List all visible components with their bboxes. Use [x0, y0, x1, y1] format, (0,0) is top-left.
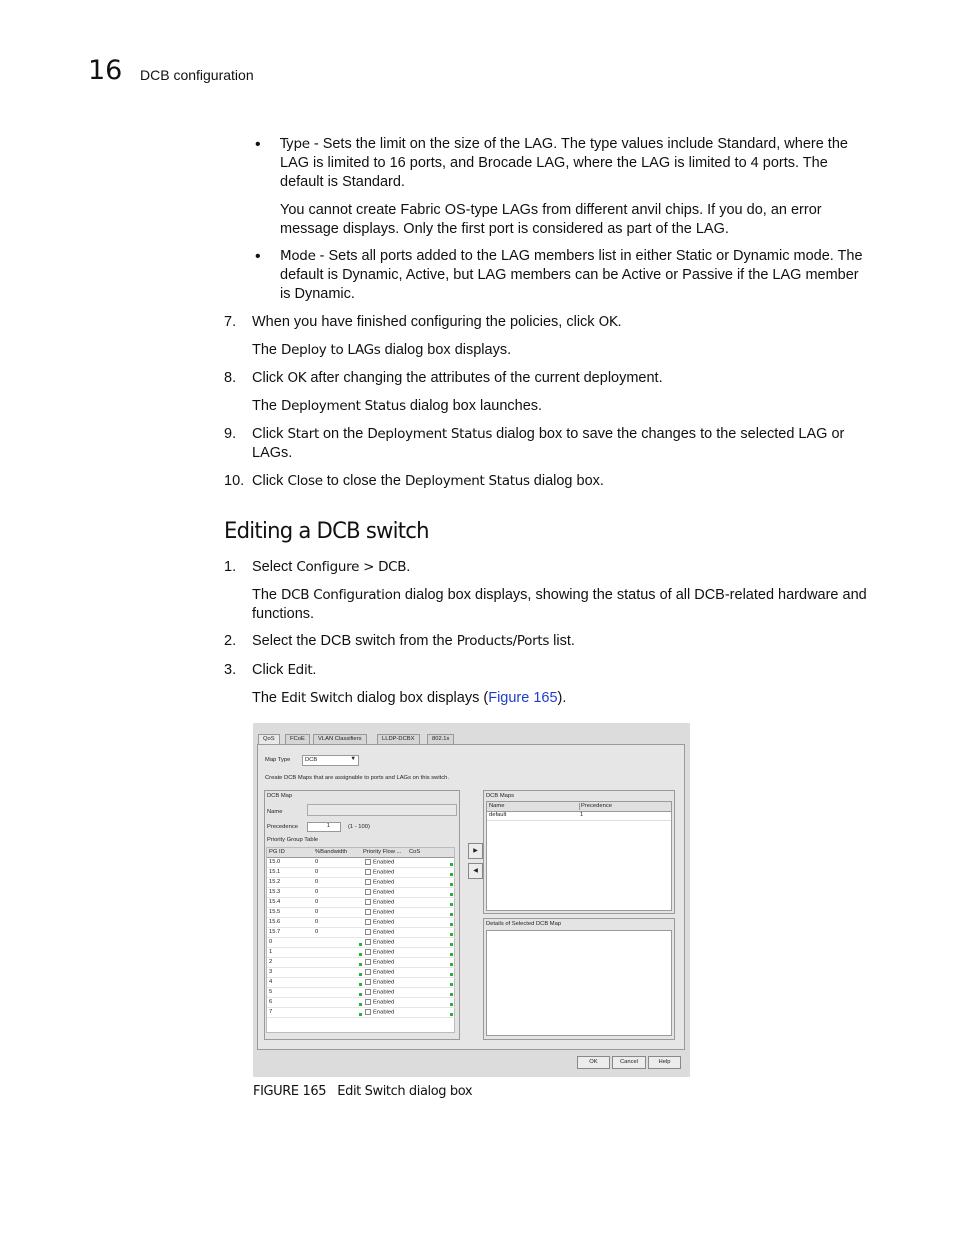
pfc-cell[interactable]	[365, 909, 394, 917]
bullet-type	[280, 135, 880, 192]
text: default is Dynamic, Active, but LAG members can be Active or Passive if the LAG member	[280, 267, 859, 283]
table-row[interactable]	[487, 812, 671, 821]
col-cos: CoS	[409, 849, 421, 855]
step-8	[252, 369, 872, 388]
map-type-label: Map Type	[265, 757, 291, 763]
edit-switch-dialog-figure	[253, 723, 690, 1077]
edit-marker-icon	[359, 973, 362, 976]
help-button[interactable]: Help	[648, 1056, 681, 1069]
text: functions.	[252, 606, 315, 622]
ok-button[interactable]: OK	[577, 1056, 610, 1069]
edit-marker-icon	[450, 963, 453, 966]
bullet-marker: •	[255, 248, 261, 265]
text: LAG is limited to 16 ports, and Brocade LAG, where the LAG is limited to 4 ports. The	[280, 155, 828, 171]
table-row[interactable]	[267, 978, 457, 988]
step-number: 8.	[224, 370, 237, 386]
figure-link[interactable]: Figure 165	[488, 690, 558, 706]
tab-qos[interactable]: QoS	[258, 734, 280, 744]
text: You cannot create Fabric OS-type LAGs from different anvil chips. If you do, an error	[280, 202, 822, 218]
text: Click	[252, 662, 288, 678]
edit-marker-icon	[450, 973, 453, 976]
pfc-label: Enabled	[373, 959, 395, 966]
pg-id: 15.5	[269, 909, 281, 915]
pg-id: 5	[269, 989, 273, 995]
text: LAGs.	[252, 445, 293, 461]
name-field[interactable]	[307, 804, 457, 816]
text: - Sets all ports added to the LAG members list in either Static or Dynamic mode. The	[315, 248, 863, 264]
remove-arrow-button[interactable]	[468, 863, 483, 879]
chevron-down-icon: ▼	[350, 756, 356, 762]
pfc-cell[interactable]	[365, 959, 394, 967]
name-label: Name	[267, 809, 283, 815]
cancel-button[interactable]: Cancel	[612, 1056, 646, 1069]
text: list.	[549, 633, 575, 649]
pfc-cell[interactable]	[365, 919, 394, 927]
table-row[interactable]	[267, 958, 457, 968]
bandwidth: 0	[315, 859, 319, 865]
text: default is Standard.	[280, 174, 405, 190]
pfc-cell[interactable]	[365, 889, 394, 897]
text: Select	[252, 559, 297, 575]
text: is Dynamic.	[280, 286, 355, 302]
keyword: Deploy to LAGs	[281, 342, 381, 358]
pfc-cell[interactable]	[365, 949, 394, 957]
step-9	[252, 425, 872, 463]
step-1	[252, 558, 872, 577]
step-number: 2.	[224, 633, 237, 649]
precedence-value: 1	[326, 823, 330, 829]
keyword: Edit Switch	[281, 690, 353, 706]
step-number: 10.	[224, 473, 245, 489]
pfc-cell[interactable]	[365, 899, 394, 907]
pg-id: 0	[269, 939, 273, 945]
step-2	[252, 632, 872, 651]
edit-marker-icon	[450, 933, 453, 936]
tab-fcoe[interactable]: FCoE	[285, 734, 310, 744]
text: The	[252, 690, 282, 706]
pg-id: 6	[269, 999, 273, 1005]
precedence-label: Precedence	[267, 824, 298, 830]
table-row[interactable]	[267, 868, 457, 878]
step-3-result	[252, 689, 872, 708]
keyword: OK	[287, 370, 307, 386]
dcb-maps-group	[483, 790, 675, 914]
table-row[interactable]	[267, 888, 457, 898]
text: dialog box launches.	[405, 398, 543, 414]
map-type-value: DCB	[305, 757, 318, 763]
pfc-cell[interactable]	[365, 999, 394, 1007]
pfc-checkbox[interactable]	[365, 989, 371, 995]
col-bandwidth: %Bandwidth	[315, 849, 348, 855]
edit-marker-icon	[450, 943, 453, 946]
pfc-checkbox[interactable]	[365, 1009, 371, 1015]
pfc-checkbox[interactable]	[365, 969, 371, 975]
col-pfc: Priority Flow ...	[363, 849, 402, 855]
figure-caption	[253, 1082, 472, 1101]
pfc-label: Enabled	[373, 919, 395, 926]
pg-id: 4	[269, 979, 273, 985]
text: ).	[557, 690, 567, 706]
bandwidth: 0	[315, 909, 319, 915]
text: - Sets the limit on the size of the LAG. The type values include Standard, where the	[309, 136, 848, 152]
group-title: DCB Maps	[486, 793, 515, 799]
table-row[interactable]	[267, 918, 457, 928]
pg-id: 1	[269, 949, 273, 955]
pfc-cell[interactable]	[365, 929, 394, 937]
bullet-note	[280, 201, 880, 239]
group-title: DCB Map	[267, 793, 293, 799]
pfc-label: Enabled	[373, 1009, 395, 1016]
table-row[interactable]	[267, 968, 457, 978]
group-title: Details of Selected DCB Map	[486, 921, 562, 927]
pg-id: 3	[269, 969, 273, 975]
keyword: Edit	[287, 662, 313, 678]
pg-id: 7	[269, 1009, 273, 1015]
step-7	[252, 313, 872, 332]
edit-marker-icon	[359, 943, 362, 946]
pfc-checkbox[interactable]	[365, 879, 371, 885]
text: The	[252, 342, 282, 358]
pfc-cell[interactable]	[365, 939, 394, 947]
pfc-cell[interactable]	[365, 979, 394, 987]
edit-marker-icon	[450, 993, 453, 996]
pfc-cell[interactable]	[365, 879, 394, 887]
pg-id: 15.6	[269, 919, 281, 925]
keyword: Start	[287, 426, 319, 442]
pfc-label: Enabled	[373, 939, 395, 946]
table-row[interactable]	[267, 938, 457, 948]
chapter-title: DCB configuration	[140, 67, 254, 83]
text: Click	[252, 370, 288, 386]
text: Select the DCB switch from the	[252, 633, 457, 649]
details-area	[486, 930, 672, 1036]
step-number: 1.	[224, 559, 237, 575]
bandwidth: 0	[315, 919, 319, 925]
pfc-cell[interactable]	[365, 869, 394, 877]
keyword: Deployment Status	[281, 398, 406, 414]
table-row[interactable]	[267, 988, 457, 998]
pfc-label: Enabled	[373, 889, 395, 896]
pfc-checkbox[interactable]	[365, 859, 371, 865]
table-row[interactable]	[267, 928, 457, 938]
keyword: Deployment Status	[367, 426, 493, 442]
bandwidth: 0	[315, 899, 319, 905]
table-row[interactable]	[267, 878, 457, 888]
pfc-cell[interactable]	[365, 989, 394, 997]
pfc-checkbox[interactable]	[365, 899, 371, 905]
keyword: Deployment Status	[404, 473, 530, 489]
pfc-label: Enabled	[373, 989, 395, 996]
pfc-checkbox[interactable]	[365, 889, 371, 895]
tab-802-1x[interactable]: 802.1x	[427, 734, 454, 744]
text: dialog box displays (	[352, 690, 489, 706]
edit-marker-icon	[359, 953, 362, 956]
pg-id: 2	[269, 959, 273, 965]
pfc-label: Enabled	[373, 909, 395, 916]
map-name: default	[489, 812, 507, 818]
text: Click	[252, 426, 288, 442]
keyword: Configure > DCB	[296, 559, 407, 575]
pfc-label: Enabled	[373, 899, 395, 906]
edit-marker-icon	[450, 1003, 453, 1006]
text: When you have finished configuring the policies, click	[252, 314, 599, 330]
text: to close the	[322, 473, 405, 489]
step-number: 3.	[224, 662, 237, 678]
step-number: 7.	[224, 314, 237, 330]
add-arrow-button[interactable]	[468, 843, 483, 859]
pfc-checkbox[interactable]	[365, 959, 371, 965]
pfc-checkbox[interactable]	[365, 869, 371, 875]
edit-marker-icon	[450, 863, 453, 866]
col-pg-id: PG ID	[269, 849, 285, 855]
precedence-stepper[interactable]	[307, 822, 341, 832]
edit-marker-icon	[450, 983, 453, 986]
bullet-marker: •	[255, 136, 261, 153]
pfc-checkbox[interactable]	[365, 979, 371, 985]
col-precedence: Precedence	[581, 803, 612, 809]
keyword: Close	[287, 473, 323, 489]
pg-table-label: Priority Group Table	[267, 837, 319, 843]
text: dialog box to save the changes to the selected LAG or	[492, 426, 845, 442]
pg-id: 15.4	[269, 899, 281, 905]
details-group	[483, 918, 675, 1040]
edit-marker-icon	[450, 893, 453, 896]
pfc-checkbox[interactable]	[365, 939, 371, 945]
tab-lldp-dcbx[interactable]: LLDP-DCBX	[377, 734, 420, 744]
text: on the	[318, 426, 368, 442]
precedence-range: (1 - 100)	[348, 824, 370, 830]
step-1-result	[252, 586, 872, 624]
chapter-number: 16	[88, 55, 123, 86]
text: Click	[252, 473, 288, 489]
pfc-checkbox[interactable]	[365, 999, 371, 1005]
pg-id: 15.1	[269, 869, 281, 875]
arrow-right-icon: ▶	[473, 848, 478, 854]
arrow-left-icon: ◀	[473, 868, 478, 874]
priority-group-table	[266, 847, 455, 1033]
table-body	[267, 858, 454, 1018]
text: The	[252, 398, 282, 414]
edit-marker-icon	[450, 1013, 453, 1016]
keyword: Mode	[280, 248, 316, 264]
text: message displays. Only the first port is considered as part of the LAG.	[280, 221, 729, 237]
tab-panel	[257, 744, 685, 1050]
edit-marker-icon	[359, 983, 362, 986]
pfc-label: Enabled	[373, 999, 395, 1006]
text: dialog box displays, showing the status of all DCB-related hardware and	[400, 587, 867, 603]
edit-marker-icon	[450, 953, 453, 956]
pfc-cell[interactable]	[365, 859, 394, 867]
step-10	[252, 472, 872, 491]
text: dialog box.	[529, 473, 604, 489]
table-header	[487, 802, 671, 812]
pfc-label: Enabled	[373, 859, 395, 866]
edit-marker-icon	[450, 913, 453, 916]
section-heading: Editing a DCB switch	[224, 518, 429, 544]
info-text: Create DCB Maps that are assignable to ports and LAGs on this switch.	[265, 775, 449, 781]
edit-marker-icon	[359, 963, 362, 966]
edit-marker-icon	[450, 883, 453, 886]
keyword: DCB Configuration	[281, 587, 401, 603]
pfc-checkbox[interactable]	[365, 949, 371, 955]
pfc-cell[interactable]	[365, 1009, 394, 1017]
figure-title: Edit Switch dialog box	[337, 1084, 473, 1099]
pfc-checkbox[interactable]	[365, 919, 371, 925]
text: .	[617, 314, 622, 330]
pfc-label: Enabled	[373, 869, 395, 876]
edit-marker-icon	[359, 1003, 362, 1006]
table-row[interactable]	[267, 898, 457, 908]
edit-marker-icon	[450, 873, 453, 876]
text: after changing the attributes of the current deployment.	[306, 370, 663, 386]
step-3	[252, 661, 872, 680]
text: .	[406, 559, 411, 575]
step-number: 9.	[224, 426, 237, 442]
bandwidth: 0	[315, 879, 319, 885]
pfc-label: Enabled	[373, 879, 395, 886]
pfc-label: Enabled	[373, 979, 395, 986]
edit-marker-icon	[450, 903, 453, 906]
keyword: Type	[280, 136, 310, 152]
pfc-label: Enabled	[373, 949, 395, 956]
pfc-label: Enabled	[373, 929, 395, 936]
step-7-result	[252, 341, 872, 360]
pfc-checkbox[interactable]	[365, 909, 371, 915]
step-8-result	[252, 397, 872, 416]
keyword: Products/Ports	[456, 633, 550, 649]
table-row[interactable]	[267, 908, 457, 918]
edit-marker-icon	[359, 1013, 362, 1016]
dcb-map-group	[264, 790, 460, 1040]
table-row[interactable]	[267, 858, 457, 868]
table-row[interactable]	[267, 1008, 457, 1018]
pg-id: 15.7	[269, 929, 281, 935]
bandwidth: 0	[315, 869, 319, 875]
map-type-select[interactable]	[302, 755, 359, 766]
figure-label: FIGURE 165	[253, 1084, 327, 1099]
table-row[interactable]	[267, 948, 457, 958]
text: The	[252, 587, 282, 603]
bandwidth: 0	[315, 929, 319, 935]
edit-marker-icon	[450, 923, 453, 926]
bullet-mode	[280, 247, 880, 304]
edit-marker-icon	[359, 993, 362, 996]
pg-id: 15.3	[269, 889, 281, 895]
pfc-checkbox[interactable]	[365, 929, 371, 935]
pg-id: 15.0	[269, 859, 281, 865]
text: dialog box displays.	[380, 342, 512, 358]
text: .	[312, 662, 317, 678]
pfc-cell[interactable]	[365, 969, 394, 977]
bandwidth: 0	[315, 889, 319, 895]
tab-vlan-classifiers[interactable]: VLAN Classifiers	[313, 734, 367, 744]
col-name: Name	[489, 803, 505, 809]
map-precedence: 1	[580, 812, 584, 818]
table-header	[267, 848, 454, 858]
pfc-label: Enabled	[373, 969, 395, 976]
pg-id: 15.2	[269, 879, 281, 885]
keyword: OK	[598, 314, 618, 330]
dcb-maps-table	[486, 801, 672, 911]
table-row[interactable]	[267, 998, 457, 1008]
